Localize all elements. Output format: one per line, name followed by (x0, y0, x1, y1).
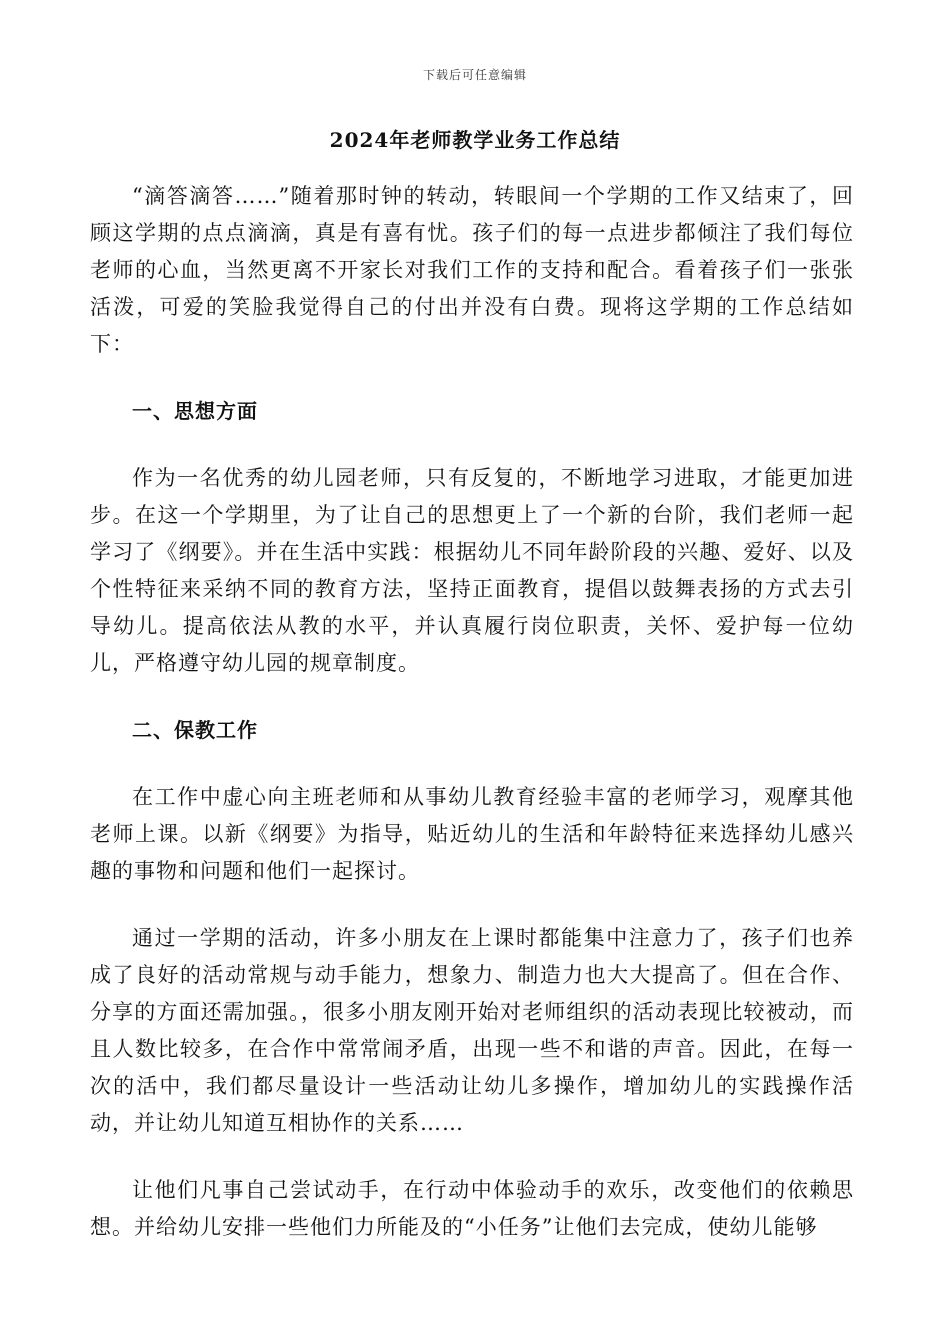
section-teaching-paragraph-2: 通过一学期的活动，许多小朋友在上课时都能集中注意力了，孩子们也养成了良好的活动常规与动手能力，想象力、制造力也大大提高了。但在合作、分享的方面还需加强。，很多小朋友刚开始对老师组织的活动表现比较被动，而且人数比较多，在合作中常常闹矛盾，出现一些不和谐的声音。因此，在每一次的活中，我们都尽量设计一些活动让幼儿多操作，增加幼儿的实践操作活动，并让幼儿知道互相协作的关系…… (90, 926, 854, 1135)
section-teaching-paragraph-1: 在工作中虚心向主班老师和从事幼儿教育经验丰富的老师学习，观摩其他老师上课。以新《纲要》为指导，贴近幼儿的生活和年龄特征来选择幼儿感兴趣的事物和问题和他们一起探讨。 (90, 785, 854, 883)
section-thought-paragraph: 作为一名优秀的幼儿园老师，只有反复的，不断地学习进取，才能更加进步。在这一个学期里，为了让自己的思想更上了一个新的台阶，我们老师一起学习了《纲要》。并在生活中实践：根据幼儿不同年龄阶段的兴趣、爱好、以及个性特征来采纳不同的教育方法，坚持正面教育，提倡以鼓舞表扬的方式去引导幼儿。提高依法从教的水平，并认真履行岗位职责，关怀、爱护每一位幼儿，严格遵守幼儿园的规章制度。 (90, 466, 854, 675)
document-title: 2024年老师教学业务工作总结 (329, 128, 621, 152)
header-note: 下载后可任意编辑 (422, 68, 527, 82)
section-teaching-paragraph-3: 让他们凡事自己尝试动手，在行动中体验动手的欢乐，改变他们的依赖思想。并给幼儿安排一些他们力所能及的“小任务”让他们去完成，使幼儿能够 (90, 1178, 854, 1239)
document-body (90, 178, 854, 1276)
section-heading-teaching: 二、保教工作 (132, 718, 258, 742)
intro-paragraph: “滴答滴答……”随着那时钟的转动，转眼间一个学期的工作又结束了，回顾这学期的点点滴滴，真是有喜有忧。孩子们的每一点进步都倾注了我们每位老师的心血，当然更离不开家长对我们工作的支持和配合。看着孩子们一张张活泼，可爱的笑脸我觉得自己的付出并没有白费。现将这学期的工作总结如下： (90, 184, 854, 356)
section-heading-thought: 一、思想方面 (132, 399, 258, 423)
